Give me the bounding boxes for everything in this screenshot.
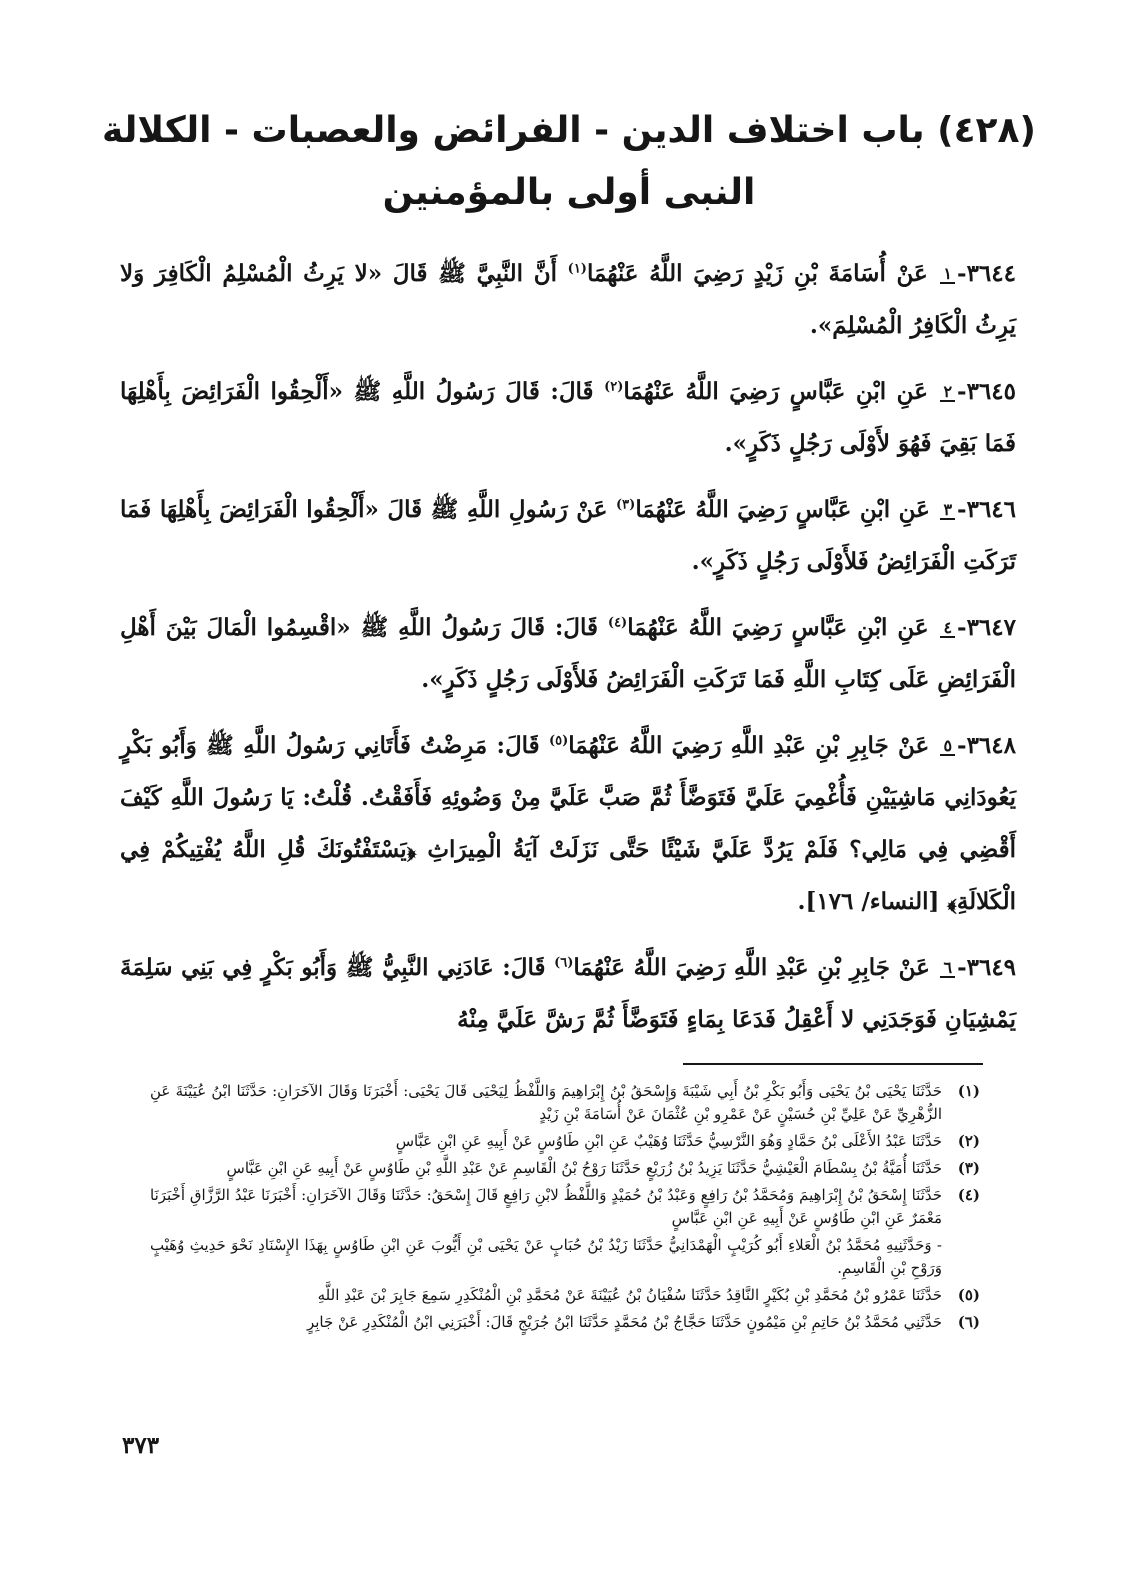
footnote-label: (٢) (957, 1132, 980, 1150)
chapter-title-line-2: النبى أولى بالمؤمنين (382, 172, 756, 213)
hadith-narrator: عَنِ ابْنِ عَبَّاسٍ رَضِيَ اللَّهُ عَنْهُمَا (623, 378, 928, 405)
hadith-text: قَالَ: قَالَ رَسُولُ اللَّهِ ﷺ «أَلْحِقُوا الْفَرَائِضَ بِأَهْلِهَا فَمَا بَقِيَ فَهُوَ لأَوْلَى رَجُلٍ ذَكَرٍ». (120, 378, 1016, 457)
footnote-text: حَدَّثَنَا أُمَيَّةُ بْنُ بِسْطَامَ الْعَيْشِيُّ حَدَّثَنَا يَزِيدُ بْنُ زُرَيْعٍ حَدَّثَنَا رَوْحُ بْنُ الْقَاسِمِ عَنْ عَبْدِ اللَّهِ بْنِ طَاوُسٍ عَنْ أَبِيهِ عَنِ ابْنِ عَبَّاسٍ (226, 1159, 942, 1177)
page-number: ٣٧٣ (122, 1432, 160, 1459)
chapter-title (80, 100, 1058, 224)
hadith-3648 (120, 720, 1016, 928)
footnote-marker: (١) (567, 261, 587, 277)
hadith-text: عَنْ رَسُولِ اللَّهِ ﷺ قَالَ «أَلْحِقُوا الْفَرَائِضَ بِأَهْلِهَا فَمَا تَرَكَتِ الْفَرَائِضُ فَلأَوْلَى رَجُلٍ ذَكَرٍ». (120, 496, 1016, 575)
hadith-narrator: عَنْ جَابِرِ بْنِ عَبْدِ اللَّهِ رَضِيَ اللَّهُ عَنْهُمَا (573, 954, 930, 981)
footnote-3 (150, 1157, 980, 1180)
footnote-text: حَدَّثَنَا إِسْحَقُ بْنُ إِبْرَاهِيمَ وَمُحَمَّدُ بْنُ رَافِعٍ وَعَبْدُ بْنُ حُمَيْدٍ وَاللَّفْظُ لابْنِ رَافِعٍ قَالَ إِسْحَقُ: حَدَّثَنَا وَقَالَ الآخَرَانِ: أَخْبَرَنَا عَبْدُ الرَّزَّاقِ أَخْبَرَنَا مَعْمَرٌ عَنِ ابْنِ طَاوُسٍ عَنْ أَبِيهِ عَنِ ابْنِ عَبَّاسٍ (150, 1186, 942, 1227)
hadith-text: قَالَ: مَرِضْتُ فَأَتَانِي رَسُولُ اللَّهِ ﷺ وَأَبُو بَكْرٍ يَعُودَانِي مَاشِيَيْنِ فَأُغْمِيَ عَلَيَّ فَتَوَضَّأَ ثُمَّ صَبَّ عَلَيَّ مِنْ وَضُوئِهِ فَأَفَقْتُ. قُلْتُ: يَا رَسُولَ اللَّهِ كَيْفَ أَقْضِي فِي مَالِي؟ فَلَمْ يَرُدَّ عَلَيَّ شَيْئًا حَتَّى نَزَلَتْ آيَةُ الْمِيرَاثِ ﴿يَسْتَفْتُونَكَ قُلِ اللَّهُ يُفْتِيكُمْ فِي الْكَلالَةِ﴾ [النساء/ ١٧٦]. (120, 732, 1017, 915)
hadith-narrator: عَنِ ابْنِ عَبَّاسٍ رَضِيَ اللَّهُ عَنْهُمَا (627, 614, 929, 641)
hadith-number: ٣٦٤٨- (957, 732, 1016, 759)
hadith-sub-number: ٦ (940, 960, 955, 978)
footnote-2 (150, 1130, 980, 1153)
footnote-text: حَدَّثَنَا عَمْرُو بْنُ مُحَمَّدِ بْنِ بُكَيْرٍ النَّاقِدُ حَدَّثَنَا سُفْيَانُ بْنُ عُيَيْنَةَ عَنْ مُحَمَّدِ بْنِ الْمُنْكَدِرِ سَمِعَ جَابِرَ بْنَ عَبْدِ اللَّهِ (317, 1286, 942, 1304)
hadith-narrator: عَنْ جَابِرِ بْنِ عَبْدِ اللَّهِ رَضِيَ اللَّهُ عَنْهُمَا (568, 732, 930, 759)
footnote-marker: (٣) (616, 497, 636, 513)
footnote-6 (150, 1311, 980, 1334)
footnote-label: (٤) (957, 1186, 980, 1204)
hadith-text: قَالَ: قَالَ رَسُولُ اللَّهِ ﷺ «اقْسِمُوا الْمَالَ بَيْنَ أَهْلِ الْفَرَائِضِ عَلَى كِتَابِ اللَّهِ فَمَا تَرَكَتِ الْفَرَائِضُ فَلأَوْلَى رَجُلٍ ذَكَرٍ». (120, 614, 1016, 693)
footnote-4-continued (150, 1234, 980, 1280)
footnote-label (942, 1234, 980, 1280)
footnote-separator (683, 1063, 983, 1065)
footnote-1 (150, 1080, 980, 1126)
footnote-marker: (٤) (607, 615, 628, 631)
hadith-number: ٣٦٤٩- (957, 954, 1017, 981)
hadith-sub-number: ٣ (940, 502, 955, 520)
hadith-3645 (120, 366, 1016, 470)
hadith-narrator: عَنْ أُسَامَةَ بْنِ زَيْدٍ رَضِيَ اللَّهُ عَنْهُمَا (586, 260, 928, 287)
hadith-text: قَالَ: عَادَنِي النَّبِيُّ ﷺ وَأَبُو بَكْرٍ فِي بَنِي سَلِمَةَ يَمْشِيَانِ فَوَجَدَنِي لا أَعْقِلُ فَدَعَا بِمَاءٍ فَتَوَضَّأَ ثُمَّ رَشَّ عَلَيَّ مِنْهُ (120, 954, 1016, 1033)
hadith-3647 (120, 602, 1016, 706)
footnote-text: - وَحَدَّثَنِيهِ مُحَمَّدُ بْنُ الْعَلاءِ أَبُو كُرَيْبٍ الْهَمْدَانِيُّ حَدَّثَنَا زَيْدُ بْنُ حُبَابٍ عَنْ يَحْيَى بْنِ أَيُّوبَ عَنِ ابْنِ طَاوُسٍ بِهَذَا الإِسْنَادِ نَحْوَ حَدِيثِ وُهَيْبٍ وَرَوْحِ بْنِ الْقَاسِمِ. (150, 1236, 942, 1277)
hadith-sub-number: ٥ (940, 738, 955, 756)
hadith-3646 (120, 484, 1016, 588)
footnote-4 (150, 1184, 980, 1230)
hadith-number: ٣٦٤٦- (957, 496, 1017, 523)
footnote-label: (٥) (957, 1286, 980, 1304)
hadith-3644 (120, 248, 1016, 352)
footnote-label: (٣) (957, 1159, 980, 1177)
hadith-number: ٣٦٤٤- (957, 260, 1016, 287)
chapter-title-line-1: (٤٢٨) باب اختلاف الدين - الفرائض والعصبات - الكلالة (102, 110, 1036, 151)
footnote-text: حَدَّثَنِي مُحَمَّدُ بْنُ حَاتِمِ بْنِ مَيْمُونٍ حَدَّثَنَا حَجَّاجُ بْنُ مُحَمَّدٍ حَدَّثَنَا ابْنُ جُرَيْجٍ قَالَ: أَخْبَرَنِي ابْنُ الْمُنْكَدِرِ عَنْ جَابِرٍ (306, 1313, 942, 1331)
footnote-marker: (٦) (554, 955, 574, 971)
footnote-label: (١) (957, 1082, 980, 1100)
footnote-label: (٦) (957, 1313, 980, 1331)
hadith-number: ٣٦٤٥- (957, 378, 1016, 405)
hadith-sub-number: ٤ (940, 620, 955, 638)
hadith-text: أَنَّ النَّبِيَّ ﷺ قَالَ «لا يَرِثُ الْمُسْلِمُ الْكَافِرَ وَلا يَرِثُ الْكَافِرُ الْمُسْلِمَ». (120, 260, 1016, 339)
footnote-text: حَدَّثَنَا يَحْيَى بْنُ يَحْيَى وَأَبُو بَكْرِ بْنُ أَبِي شَيْبَةَ وَإِسْحَقُ بْنُ إِبْرَاهِيمَ وَاللَّفْظُ لِيَحْيَى قَالَ يَحْيَى: أَخْبَرَنَا وَقَالَ الآخَرَانِ: حَدَّثَنَا ابْنُ عُيَيْنَةَ عَنِ الزُّهْرِيِّ عَنْ عَلِيِّ بْنِ حُسَيْنٍ عَنْ عَمْرِو بْنِ عُثْمَانَ عَنْ أُسَامَةَ بْنِ زَيْدٍ (150, 1082, 942, 1123)
footnote-5 (150, 1284, 980, 1307)
footnote-marker: (٢) (604, 379, 624, 395)
hadith-3649 (120, 942, 1016, 1046)
footnotes (150, 1080, 980, 1338)
hadith-number: ٣٦٤٧- (957, 614, 1016, 641)
hadith-sub-number: ١ (940, 266, 955, 284)
footnote-marker: (٥) (548, 733, 569, 749)
hadith-sub-number: ٢ (940, 384, 955, 402)
footnote-text: حَدَّثَنَا عَبْدُ الأَعْلَى بْنُ حَمَّادٍ وَهُوَ النَّرْسِيُّ حَدَّثَنَا وُهَيْبٌ عَنِ ابْنِ طَاوُسٍ عَنْ أَبِيهِ عَنِ ابْنِ عَبَّاسٍ (395, 1132, 942, 1150)
hadith-list (120, 248, 1016, 1060)
hadith-narrator: عَنِ ابْنِ عَبَّاسٍ رَضِيَ اللَّهُ عَنْهُمَا (635, 496, 930, 523)
